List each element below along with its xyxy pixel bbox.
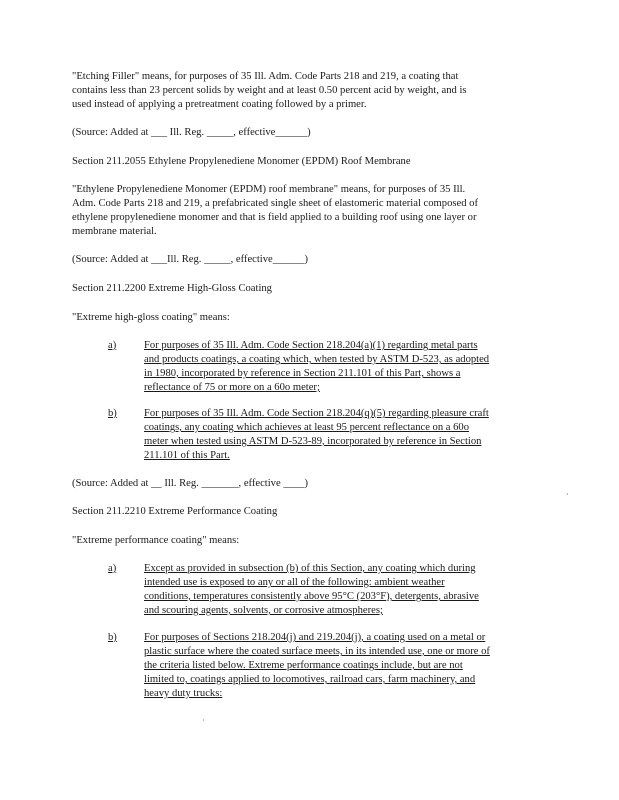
performance-item-a xyxy=(144,562,479,618)
epdm-definition xyxy=(72,183,478,239)
text-line: "Ethylene Propylenediene Monomer (EPDM) roof membrane" means, for purposes of 35 Ill. xyxy=(72,184,466,195)
text-line: used instead of applying a pretreatment coating followed by a primer. xyxy=(72,99,367,110)
text-line: and scouring agents, solvents, or corrosive atmospheres; xyxy=(144,605,383,616)
text-line: the criteria listed below. Extreme performance coatings include, but are not xyxy=(144,660,463,671)
scan-speck: · xyxy=(566,490,569,499)
definition-intro: "Extreme high-gloss coating" means: xyxy=(72,312,230,323)
text-line: meter when tested using ASTM D-523-89, incorporated by reference in Section xyxy=(144,436,482,447)
text-line: reflectance of 75 or more on a 60o meter; xyxy=(144,382,320,393)
text-line: For purposes of 35 Ill. Adm. Code Section 218.204(q)(5) regarding pleasure craft xyxy=(144,408,489,419)
source-note: (Source: Added at ___ Ill. Reg. _____, effective______) xyxy=(72,127,311,138)
text-line: in 1980, incorporated by reference in Section 211.101 of this Part, shows a xyxy=(144,368,461,379)
item-label: a) xyxy=(108,340,117,351)
scan-speck: · xyxy=(202,716,205,725)
text-line: and products coatings, a coating which, when tested by ASTM D-523, as adopted xyxy=(144,354,490,365)
text-line: plastic surface where the coated surface meets, in its intended use, one or more of xyxy=(144,646,490,657)
definition-intro: "Extreme performance coating" means: xyxy=(72,535,240,546)
section-heading-211-2200: Section 211.2200 Extreme High-Gloss Coating xyxy=(72,283,272,294)
text-line: Except as provided in subsection (b) of this Section, any coating which during xyxy=(144,563,476,574)
text-line: conditions, temperatures consistently above 95°C (203°F), detergents, abrasive xyxy=(144,591,479,602)
etching-filler-definition xyxy=(72,70,467,112)
text-line: ethylene propylenediene monomer and that is field applied to a building roof using one layer or xyxy=(72,212,477,223)
source-note: (Source: Added at __ Ill. Reg. _______, effective ____) xyxy=(72,478,309,489)
text-line: 211.101 of this Part. xyxy=(144,450,230,461)
text-line: "Etching Filler" means, for purposes of 35 Ill. Adm. Code Parts 218 and 219, a coating that xyxy=(72,71,459,82)
item-label: b) xyxy=(108,632,117,643)
text-line: For purposes of Sections 218.204(j) and 219.204(j), a coating used on a metal or xyxy=(144,632,486,643)
text-line: limited to, coatings applied to locomotives, railroad cars, farm machinery, and xyxy=(144,674,476,685)
section-heading-211-2210: Section 211.2210 Extreme Performance Coating xyxy=(72,506,278,517)
item-label: a) xyxy=(108,563,117,574)
item-label: b) xyxy=(108,408,117,419)
high-gloss-item-b xyxy=(144,407,489,463)
source-note: (Source: Added at ___Ill. Reg. _____, effective______) xyxy=(72,254,309,265)
text-line: heavy duty trucks: xyxy=(144,688,223,699)
text-line: membrane material. xyxy=(72,226,157,237)
text-line: intended use is exposed to any or all of the following: ambient weather xyxy=(144,577,445,588)
text-line: coatings, any coating which achieves at least 95 percent reflectance on a 60o xyxy=(144,422,470,433)
performance-item-b xyxy=(144,631,490,701)
text-line: For purposes of 35 Ill. Adm. Code Section 218.204(a)(1) regarding metal parts xyxy=(144,340,478,351)
text-line: contains less than 23 percent solids by weight and at least 0.50 percent acid by weight, and is xyxy=(72,85,467,96)
section-heading-211-2055: Section 211.2055 Ethylene Propylenediene Monomer (EPDM) Roof Membrane xyxy=(72,156,411,167)
text-line: Adm. Code Parts 218 and 219, a prefabricated single sheet of elastomeric material composed of xyxy=(72,198,478,209)
high-gloss-item-a xyxy=(144,339,489,395)
